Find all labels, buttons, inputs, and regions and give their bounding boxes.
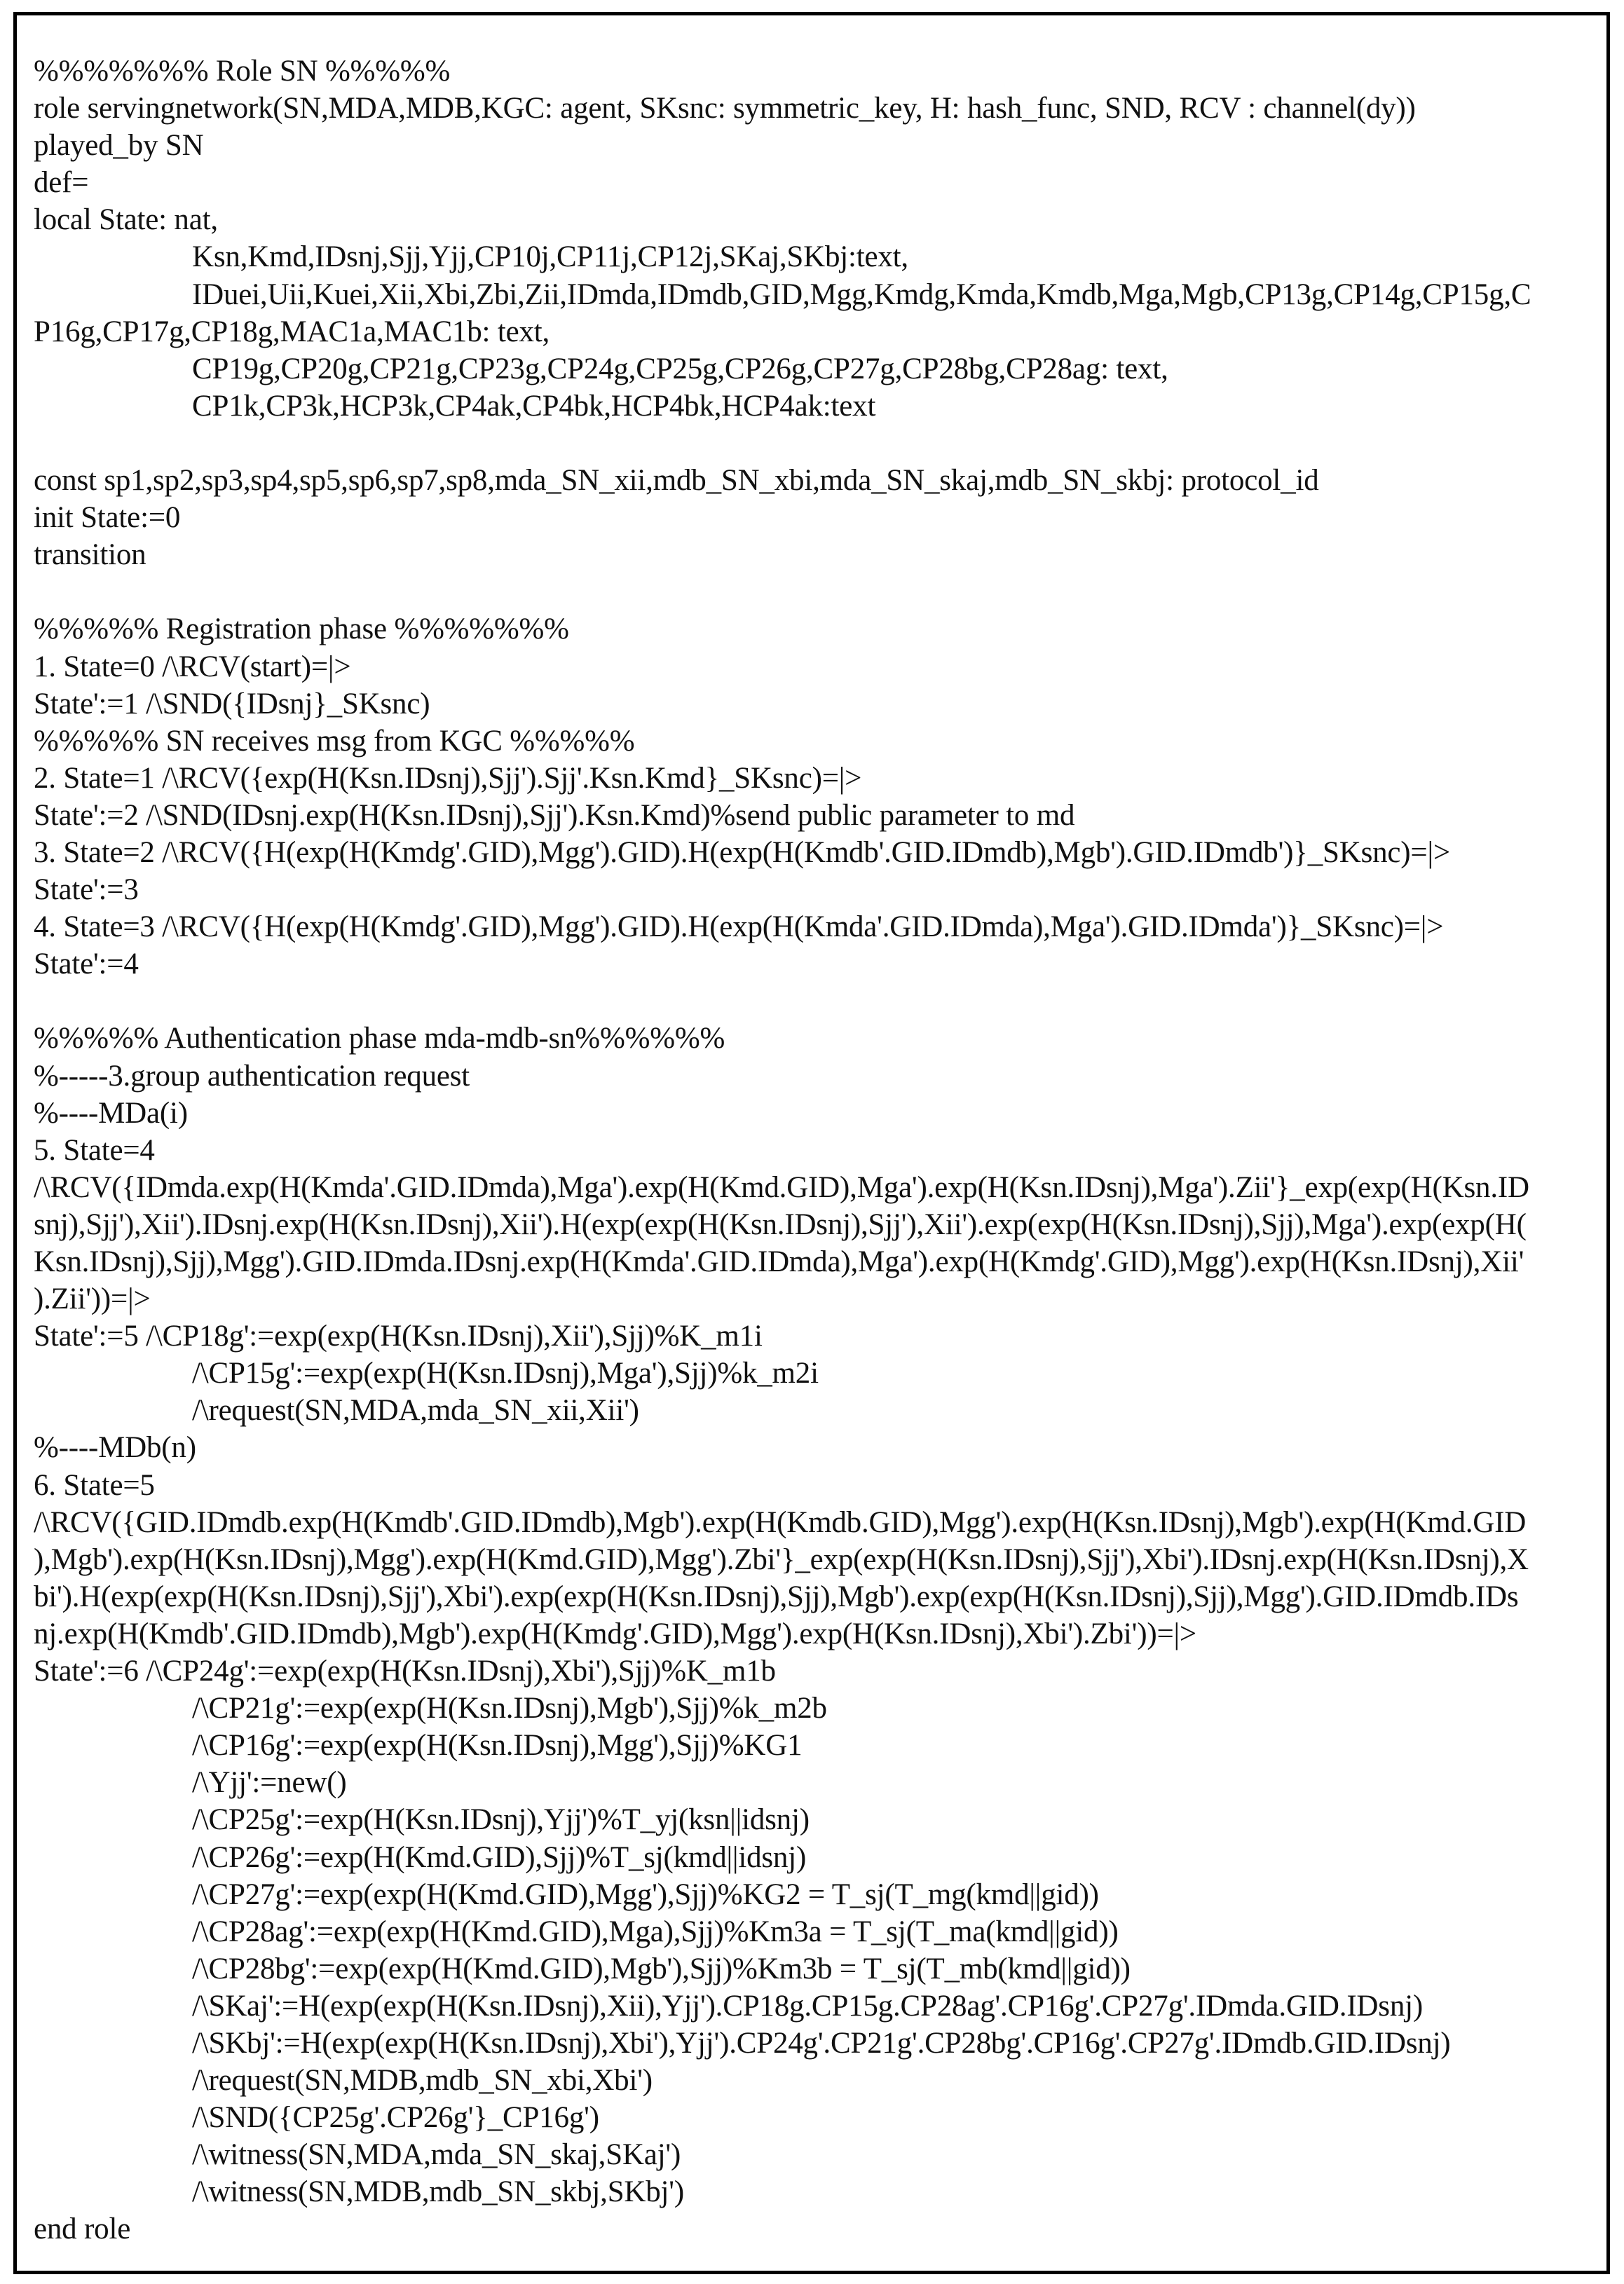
code-line: /\SND({CP25g'.CP26g'}_CP16g') (192, 2101, 599, 2135)
code-line: IDuei,Uii,Kuei,Xii,Xbi,Zbi,Zii,IDmda,IDmdb,GID,Mgg,Kmdg,Kmda,Kmdb,Mga,Mgb,CP13g,CP14g,CP15g,C (192, 278, 1531, 311)
code-line: /\request(SN,MDA,mda_SN_xii,Xii') (192, 1394, 639, 1428)
code-line: /\request(SN,MDB,mdb_SN_xbi,Xbi') (192, 2064, 653, 2098)
code-line: /\SKbj':=H(exp(exp(H(Ksn.IDsnj),Xbi'),Yjj').CP24g'.CP21g'.CP28bg'.CP16g'.CP27g'.IDmdb.GID.IDsnj) (192, 2026, 1451, 2060)
code-line: def= (34, 166, 89, 200)
code-line: /\CP27g':=exp(exp(H(Kmd.GID),Mgg'),Sjj)%KG2 = T_sj(T_mg(kmd||gid)) (192, 1878, 1099, 1911)
code-line: %%%%% SN receives msg from KGC %%%%% (34, 724, 635, 758)
code-line: /\RCV({GID.IDmdb.exp(H(Kmdb'.GID.IDmdb),Mgb').exp(H(Kmdb.GID),Mgg').exp(H(Ksn.IDsnj),Mgb').exp(H(Kmd.GID (34, 1505, 1527, 1539)
code-line: 2. State=1 /\RCV({exp(H(Ksn.IDsnj),Sjj').Sjj'.Ksn.Kmd}_SKsnc)=|> (34, 761, 862, 795)
code-line: 5. State=4 (34, 1133, 155, 1167)
code-line: /\CP16g':=exp(exp(H(Ksn.IDsnj),Mgg'),Sjj)%KG1 (192, 1729, 803, 1763)
code-line: %%%%% Authentication phase mda-mdb-sn%%%%%% (34, 1022, 725, 1055)
code-line: CP1k,CP3k,HCP3k,CP4ak,CP4bk,HCP4bk,HCP4ak:text (192, 389, 876, 423)
hlpsl-code-block (34, 53, 1594, 2248)
code-line: 1. State=0 /\RCV(start)=|> (34, 650, 351, 683)
code-line: const sp1,sp2,sp3,sp4,sp5,sp6,sp7,sp8,mda_SN_xii,mdb_SN_xbi,mda_SN_skaj,mdb_SN_skbj: protocol_id (34, 464, 1319, 498)
code-line: /\CP21g':=exp(exp(H(Ksn.IDsnj),Mgb'),Sjj)%k_m2b (192, 1692, 827, 1725)
code-line: /\CP28ag':=exp(exp(H(Kmd.GID),Mga),Sjj)%Km3a = T_sj(T_ma(kmd||gid)) (192, 1915, 1119, 1948)
code-line: role servingnetwork(SN,MDA,MDB,KGC: agent, SKsnc: symmetric_key, H: hash_func, SND, RCV : channel(dy)) (34, 92, 1416, 125)
code-line: /\CP15g':=exp(exp(H(Ksn.IDsnj),Mga'),Sjj)%k_m2i (192, 1357, 819, 1390)
code-line: transition (34, 538, 146, 572)
code-line: ),Mgb').exp(H(Ksn.IDsnj),Mgg').exp(H(Kmd.GID),Mgg').Zbi'}_exp(exp(H(Ksn.IDsnj),Sjj'),Xbi').IDsnj.exp(H(Ksn.IDsnj),X (34, 1543, 1529, 1576)
code-line: 3. State=2 /\RCV({H(exp(H(Kmdg'.GID),Mgg').GID).H(exp(H(Kmdb'.GID.IDmdb),Mgb').GID.IDmdb')}_SKsnc)=|> (34, 835, 1450, 869)
code-line: State':=3 (34, 873, 139, 907)
code-line: State':=2 /\SND(IDsnj.exp(H(Ksn.IDsnj),Sjj').Ksn.Kmd)%send public parameter to md (34, 798, 1075, 832)
code-line: 4. State=3 /\RCV({H(exp(H(Kmdg'.GID),Mgg').GID).H(exp(H(Kmda'.GID.IDmda),Mga').GID.IDmda')}_SKsnc)=|> (34, 910, 1444, 944)
code-line: %----MDb(n) (34, 1431, 196, 1465)
code-line: local State: nat, (34, 203, 218, 237)
code-line: /\CP28bg':=exp(exp(H(Kmd.GID),Mgb'),Sjj)%Km3b = T_sj(T_mb(kmd||gid)) (192, 1952, 1131, 1985)
code-line: played_by SN (34, 129, 204, 163)
code-line: /\RCV({IDmda.exp(H(Kmda'.GID.IDmda),Mga').exp(H(Kmd.GID),Mga').exp(H(Ksn.IDsnj),Mga').Zii'}_exp(exp(H(Ksn.ID (34, 1170, 1529, 1204)
code-line: /\witness(SN,MDB,mdb_SN_skbj,SKbj') (192, 2175, 684, 2209)
code-line: P16g,CP17g,CP18g,MAC1a,MAC1b: text, (34, 315, 550, 348)
code-line: /\CP25g':=exp(H(Ksn.IDsnj),Yjj')%T_yj(ksn||idsnj) (192, 1803, 810, 1837)
code-line: Ksn.IDsnj),Sjj),Mgg').GID.IDmda.IDsnj.exp(H(Kmda'.GID.IDmda),Mga').exp(H(Kmdg'.GID),Mgg').exp(H(Ksn.IDsnj),Xii' (34, 1245, 1524, 1278)
code-line: %----MDa(i) (34, 1096, 188, 1130)
blank-line (34, 983, 1594, 1020)
code-line: Ksn,Kmd,IDsnj,Sjj,Yjj,CP10j,CP11j,CP12j,SKaj,SKbj:text, (192, 240, 908, 274)
code-line: %-----3.group authentication request (34, 1059, 470, 1093)
code-line: /\witness(SN,MDA,mda_SN_skaj,SKaj') (192, 2138, 681, 2172)
code-line: %%%%% Registration phase %%%%%%% (34, 613, 569, 646)
code-line: State':=1 /\SND({IDsnj}_SKsnc) (34, 687, 430, 720)
code-line: 6. State=5 (34, 1468, 155, 1502)
code-line: /\CP26g':=exp(H(Kmd.GID),Sjj)%T_sj(kmd||idsnj) (192, 1840, 807, 1874)
code-line: init State:=0 (34, 501, 181, 535)
code-line: end role (34, 2213, 131, 2246)
code-frame (13, 12, 1610, 2274)
code-line: State':=4 (34, 948, 139, 981)
code-line: %%%%%%% Role SN %%%%% (34, 55, 451, 88)
code-line: ).Zii'))=|> (34, 1283, 151, 1316)
blank-line (34, 425, 1594, 462)
code-line: State':=6 /\CP24g':=exp(exp(H(Ksn.IDsnj),Xbi'),Sjj)%K_m1b (34, 1655, 776, 1688)
code-line: nj.exp(H(Kmdb'.GID.IDmdb),Mgb').exp(H(Kmdg'.GID),Mgg').exp(H(Ksn.IDsnj),Xbi').Zbi'))=|> (34, 1617, 1196, 1650)
code-line: /\SKaj':=H(exp(exp(H(Ksn.IDsnj),Xii),Yjj').CP18g.CP15g.CP28ag'.CP16g'.CP27g'.IDmda.GID.IDsnj) (192, 1989, 1423, 2023)
code-line: snj),Sjj'),Xii').IDsnj.exp(H(Ksn.IDsnj),Xii').H(exp(exp(H(Ksn.IDsnj),Sjj'),Xii').exp(exp(H(Ksn.IDsnj),Sjj),Mga').exp(exp(H( (34, 1208, 1527, 1241)
code-line: bi').H(exp(exp(H(Ksn.IDsnj),Sjj'),Xbi').exp(exp(H(Ksn.IDsnj),Sjj),Mgb').exp(exp(H(Ksn.IDsnj),Sjj),Mgg').GID.IDmdb.IDs (34, 1580, 1519, 1613)
code-line: State':=5 /\CP18g':=exp(exp(H(Ksn.IDsnj),Xii'),Sjj)%K_m1i (34, 1320, 763, 1353)
code-line: CP19g,CP20g,CP21g,CP23g,CP24g,CP25g,CP26g,CP27g,CP28bg,CP28ag: text, (192, 352, 1168, 385)
code-line: /\Yjj':=new() (192, 1766, 347, 1800)
blank-line (34, 573, 1594, 610)
